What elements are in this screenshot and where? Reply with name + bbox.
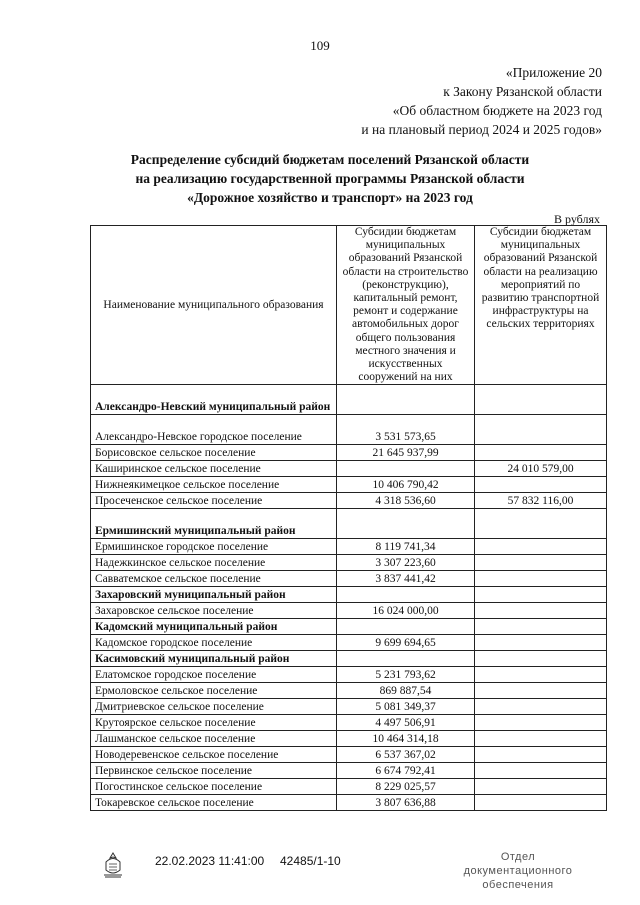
table-row [91, 747, 607, 763]
table-row [91, 493, 607, 509]
subsidies-table [90, 225, 607, 811]
rural-subsidy-value [475, 509, 607, 539]
appendix-block [272, 63, 602, 139]
rural-subsidy-value [475, 385, 607, 415]
municipality-name: Захаровский муниципальный район [91, 587, 337, 603]
municipality-name: Елатомское городское поселение [91, 667, 337, 683]
emblem-icon [98, 850, 128, 880]
table-row [91, 779, 607, 795]
road-subsidy-value: 3 531 573,65 [337, 415, 475, 445]
document-title [70, 150, 590, 207]
rural-subsidy-value [475, 415, 607, 445]
road-subsidy-value [337, 509, 475, 539]
rural-subsidy-value [475, 587, 607, 603]
title-line: «Дорожное хозяйство и транспорт» на 2023 год [187, 190, 473, 205]
rural-subsidy-value [475, 539, 607, 555]
road-subsidy-value: 6 537 367,02 [337, 747, 475, 763]
table-row [91, 795, 607, 811]
table-row [91, 539, 607, 555]
rural-subsidy-value [475, 747, 607, 763]
table-row [91, 587, 607, 603]
rural-subsidy-value [475, 651, 607, 667]
rural-subsidy-value [475, 779, 607, 795]
page-number: 109 [310, 38, 330, 53]
table-row [91, 763, 607, 779]
municipality-name: Кадомский муниципальный район [91, 619, 337, 635]
table-row [91, 699, 607, 715]
title-line: на реализацию государственной программы Рязанской области [135, 171, 525, 186]
road-subsidy-value: 869 887,54 [337, 683, 475, 699]
footer-stamp [448, 850, 588, 892]
road-subsidy-value: 4 318 536,60 [337, 493, 475, 509]
road-subsidy-value: 6 674 792,41 [337, 763, 475, 779]
appendix-line: к Закону Рязанской области [443, 84, 602, 99]
municipality-name: Ермоловское сельское поселение [91, 683, 337, 699]
road-subsidy-value: 9 699 694,65 [337, 635, 475, 651]
municipality-name: Савватемское сельское поселение [91, 571, 337, 587]
title-line: Распределение субсидий бюджетам поселений Рязанской области [130, 152, 530, 167]
road-subsidy-value: 5 081 349,37 [337, 699, 475, 715]
municipality-name: Погостинское сельское поселение [91, 779, 337, 795]
municipality-name: Александро-Невский муниципальный район [91, 385, 337, 415]
table-row [91, 715, 607, 731]
road-subsidy-value [337, 461, 475, 477]
road-subsidy-value: 8 119 741,34 [337, 539, 475, 555]
table-row [91, 385, 607, 415]
municipality-name: Александро-Невское городское поселение [91, 415, 337, 445]
road-subsidy-value [337, 587, 475, 603]
table-row [91, 445, 607, 461]
road-subsidy-value: 5 231 793,62 [337, 667, 475, 683]
municipality-name: Первинское сельское поселение [91, 763, 337, 779]
road-subsidy-value [337, 651, 475, 667]
table-row [91, 555, 607, 571]
table-row [91, 667, 607, 683]
municipality-name: Лашманское сельское поселение [91, 731, 337, 747]
road-subsidy-value: 10 464 314,18 [337, 731, 475, 747]
table-row [91, 619, 607, 635]
header-rural-transport-subsidies: Субсидии бюджетам муниципальных образований Рязанской области на реализацию мероприятий по развитию транспортной инфраструктуры на сельских территориях [475, 226, 607, 385]
road-subsidy-value: 3 837 441,42 [337, 571, 475, 587]
municipality-name: Захаровское сельское поселение [91, 603, 337, 619]
municipality-name: Борисовское сельское поселение [91, 445, 337, 461]
rural-subsidy-value [475, 667, 607, 683]
rural-subsidy-value [475, 555, 607, 571]
table-header-row [91, 226, 607, 385]
table-row [91, 651, 607, 667]
road-subsidy-value [337, 619, 475, 635]
rural-subsidy-value [475, 731, 607, 747]
road-subsidy-value: 16 024 000,00 [337, 603, 475, 619]
table-row [91, 509, 607, 539]
appendix-line: «Приложение 20 [505, 65, 602, 80]
table-row [91, 477, 607, 493]
rural-subsidy-value [475, 763, 607, 779]
road-subsidy-value [337, 385, 475, 415]
table-row [91, 461, 607, 477]
stamp-line: обеспечения [482, 879, 554, 891]
rural-subsidy-value [475, 699, 607, 715]
rural-subsidy-value [475, 445, 607, 461]
table-row [91, 683, 607, 699]
municipality-name: Нижнеякимецкое сельское поселение [91, 477, 337, 493]
municipality-name: Крутоярское сельское поселение [91, 715, 337, 731]
municipality-name: Токаревское сельское поселение [91, 795, 337, 811]
header-name: Наименование муниципального образования [91, 226, 337, 385]
table-row [91, 415, 607, 445]
road-subsidy-value: 3 807 636,88 [337, 795, 475, 811]
municipality-name: Ермишинский муниципальный район [91, 509, 337, 539]
stamp-line: Отдел документационного [463, 851, 573, 877]
rural-subsidy-value [475, 715, 607, 731]
municipality-name: Ермишинское городское поселение [91, 539, 337, 555]
table-row [91, 635, 607, 651]
table-row [91, 571, 607, 587]
appendix-line: и на плановый период 2024 и 2025 годов» [361, 122, 602, 137]
road-subsidy-value: 3 307 223,60 [337, 555, 475, 571]
header-road-subsidies: Субсидии бюджетам муниципальных образований Рязанской области на строительство (реконструкцию), капитальный ремонт, ремонт и содержание автомобильных дорог общего пользования местного значения и искусственных сооружений на них [337, 226, 475, 385]
municipality-name: Надежкинское сельское поселение [91, 555, 337, 571]
rural-subsidy-value: 24 010 579,00 [475, 461, 607, 477]
rural-subsidy-value [475, 635, 607, 651]
footer-datetime: 22.02.2023 11:41:00 [155, 854, 265, 868]
road-subsidy-value: 8 229 025,57 [337, 779, 475, 795]
rural-subsidy-value [475, 795, 607, 811]
municipality-name: Новодеревенское сельское поселение [91, 747, 337, 763]
municipality-name: Касимовский муниципальный район [91, 651, 337, 667]
table-row [91, 731, 607, 747]
rural-subsidy-value [475, 683, 607, 699]
unit-label: В рублях [553, 212, 600, 226]
rural-subsidy-value: 57 832 116,00 [475, 493, 607, 509]
road-subsidy-value: 21 645 937,99 [337, 445, 475, 461]
rural-subsidy-value [475, 619, 607, 635]
rural-subsidy-value [475, 571, 607, 587]
road-subsidy-value: 4 497 506,91 [337, 715, 475, 731]
municipality-name: Кадомское городское поселение [91, 635, 337, 651]
table-row [91, 603, 607, 619]
rural-subsidy-value [475, 477, 607, 493]
appendix-line: «Об областном бюджете на 2023 год [392, 103, 602, 118]
municipality-name: Просеченское сельское поселение [91, 493, 337, 509]
municipality-name: Дмитриевское сельское поселение [91, 699, 337, 715]
page-footer [0, 850, 640, 900]
road-subsidy-value: 10 406 790,42 [337, 477, 475, 493]
municipality-name: Каширинское сельское поселение [91, 461, 337, 477]
rural-subsidy-value [475, 603, 607, 619]
footer-document-code: 42485/1-10 [280, 854, 341, 868]
